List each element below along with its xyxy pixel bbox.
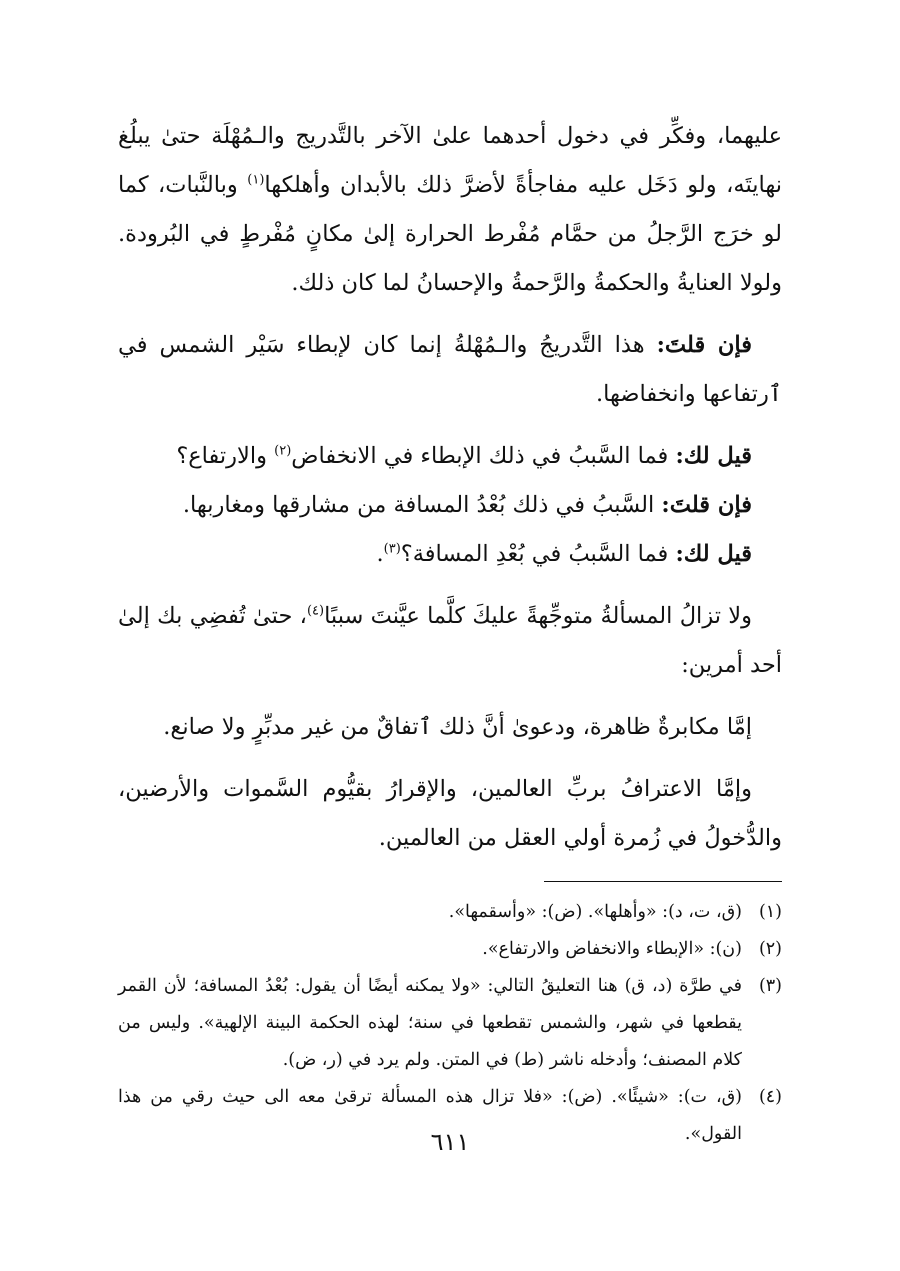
paragraph-2 xyxy=(118,321,782,419)
footnote-separator xyxy=(544,881,782,882)
paragraph-7 xyxy=(118,703,782,752)
lead-phrase: فإن قلتَ: xyxy=(656,332,753,358)
paragraph-3 xyxy=(118,432,782,481)
paragraph-4 xyxy=(118,481,782,530)
footnote-1 xyxy=(118,894,782,931)
footnote-text: (ق، ت): «شيئًا». (ض): «فلا تزال هذه المسألة ترقىٰ معه الى حيث رقي من هذا القول». xyxy=(118,1087,742,1144)
paragraph-text: هذا التَّدريجُ والـمُهْلةُ إنما كان لإبطاء سَيْر الشمس في ٱرتفاعها وانخفاضها. xyxy=(118,332,782,407)
book-page xyxy=(118,112,782,1153)
paragraph-8 xyxy=(118,765,782,863)
paragraph-text: فما السَّببُ في بُعْدِ المسافة؟ xyxy=(400,541,676,567)
paragraph-text: السَّببُ في ذلك بُعْدُ المسافة من مشارقها ومغاربها. xyxy=(182,492,662,518)
footnote-ref-2[interactable]: (٢) xyxy=(274,443,292,459)
paragraph-text-tail: . xyxy=(376,541,384,567)
main-text xyxy=(118,112,782,863)
footnote-number: (٢) xyxy=(758,939,782,959)
footnote-text: (ن): «الإبطاء والانخفاض والارتفاع». xyxy=(482,939,742,959)
paragraph-text: ولا تزالُ المسألةُ متوجِّهةً عليكَ كلَّما عيَّنتَ سببًا xyxy=(324,603,752,629)
footnote-number: (١) xyxy=(758,902,782,922)
paragraph-text: إمَّا مكابرةٌ ظاهرة، ودعوىٰ أنَّ ذلك ٱتفاقٌ من غير مدبِّرٍ ولا صانع. xyxy=(163,714,752,740)
footnote-3 xyxy=(118,968,782,1079)
paragraph-text-tail: وبالنَّبات، كما لو خرَج الرَّجلُ من حمَّام مُفْرط الحرارة إلىٰ مكانٍ مُفْرطٍ في البُرودة. ولولا العنايةُ والحكمةُ والرَّحمةُ والإحسانُ لما كان ذلك. xyxy=(118,172,782,296)
lead-phrase: فإن قلتَ: xyxy=(661,492,752,518)
paragraph-text-tail: ، حتىٰ تُفضِي بك إلىٰ أحد أمرين: xyxy=(118,603,782,678)
lead-phrase: قيل لك: xyxy=(675,443,752,469)
footnote-text: في طرَّة (د، ق) هنا التعليقُ التالي: «ولا يمكنه أيضًا أن يقول: بُعْدُ المسافة؛ لأن القمر يقطعها في شهر، والشمس تقطعها في سنة؛ لهذه الحكمة البينة الإلهية». وليس من كلام المصنف؛ وأدخله ناشر (ط) في المتن. ولم يرد في (ر، ض). xyxy=(118,976,742,1070)
paragraph-text: عليهما، وفكِّر في دخول أحدهما علىٰ الآخر بالتَّدريج والـمُهْلَة حتىٰ يبلُغ نهايتَه، ولو دَخَل عليه مفاجأةً لأضرَّ ذلك بالأبدان وأهلكها xyxy=(118,123,782,198)
paragraph-text: فما السَّببُ في ذلك الإبطاء في الانخفاض xyxy=(291,443,676,469)
footnote-2 xyxy=(118,931,782,968)
footnote-number: (٣) xyxy=(758,976,782,996)
footnote-ref-1[interactable]: (١) xyxy=(247,172,265,188)
paragraph-1 xyxy=(118,112,782,308)
paragraph-text: وإمَّا الاعترافُ بربِّ العالمين، والإقرارُ بقيُّوم السَّموات والأرضين، والدُّخولُ في زُمرة أولي العقل من العالمين. xyxy=(118,776,782,851)
page-number: ٦١١ xyxy=(430,1128,470,1156)
footnote-ref-4[interactable]: (٤) xyxy=(306,603,325,619)
paragraph-6 xyxy=(118,592,782,690)
lead-phrase: قيل لك: xyxy=(675,541,752,567)
paragraph-5 xyxy=(118,530,782,579)
footnote-text: (ق، ت، د): «وأهلها». (ض): «وأسقمها». xyxy=(448,902,742,922)
footnote-number: (٤) xyxy=(758,1087,782,1107)
footnotes xyxy=(118,894,782,1153)
footnote-ref-3[interactable]: (٣) xyxy=(383,541,401,557)
paragraph-text-tail: والارتفاع؟ xyxy=(176,443,275,469)
